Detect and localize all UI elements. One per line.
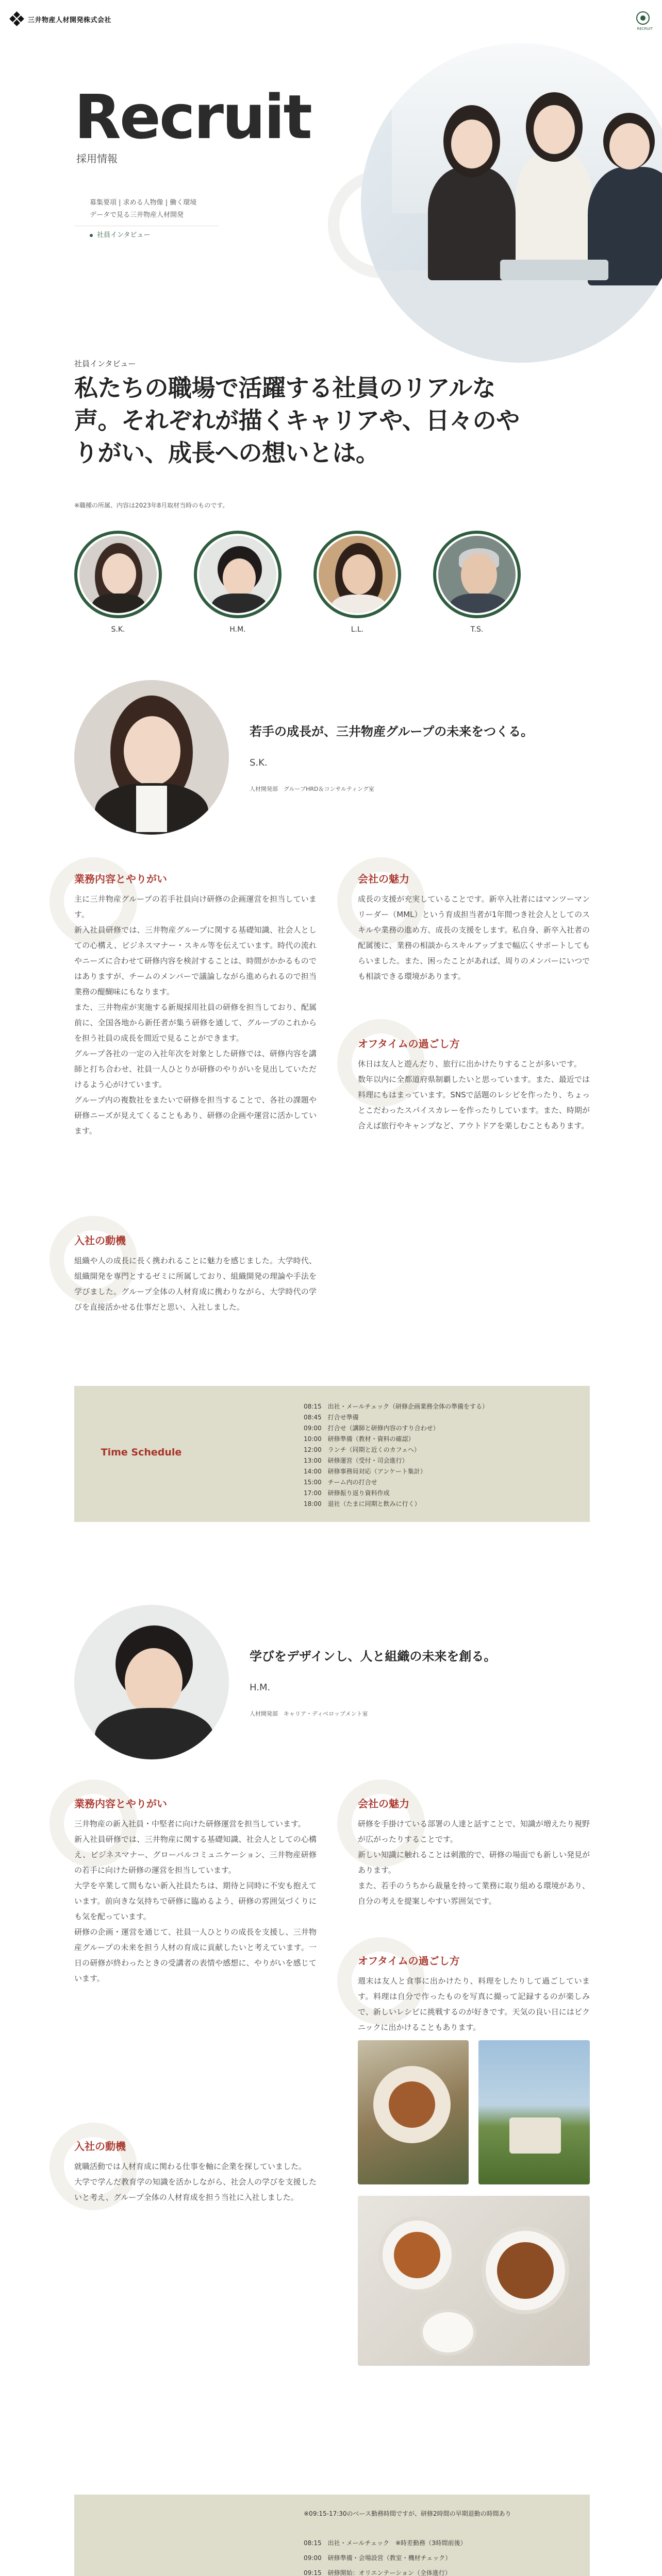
logo-mark-icon xyxy=(10,12,24,26)
local-nav xyxy=(90,197,234,242)
company-name: 三井物産人材開発株式会社 xyxy=(28,16,112,24)
schedule-item: 17:00 研修振り返り資料作成 xyxy=(304,1489,390,1497)
interviewee-thumb-hm[interactable] xyxy=(194,531,282,634)
recruit-emblem-icon[interactable] xyxy=(636,11,650,25)
interview-dept: 人材開発部 キャリア・ディベロップメント室 xyxy=(250,1710,368,1717)
section-body: 休日は友人と遊んだり、旅行に出かけたりすることが多いです。 数年以内に全都道府県制覇したいと思っています。また、最近では料理にもはまっています。SNSで話題のレシピを作ったり、ちょっとこだわったスパイスカレーを作ったりしています。また、時期が合えば旅行やキャンプなど、アウトドアを楽しむこともあります。 xyxy=(358,1059,590,1130)
interview-dept: 人材開発部 グループHRD＆コンサルティング室 xyxy=(250,786,374,792)
interviewee-thumb-ll[interactable] xyxy=(313,531,401,634)
hero-photo xyxy=(361,43,662,363)
section-body: 週末は友人と食事に出かけたり、料理をしたりして過ごしています。料理は自分で作ったものを写真に撮って記録するのが楽しみで、新しいレシピに挑戦するのが好きです。天気の良い日にはピクニックに出かけることもあります。 xyxy=(358,1976,590,2032)
interviewee-photo xyxy=(74,1605,229,1759)
picnic-photo xyxy=(478,2040,590,2184)
interview-initials: H.M. xyxy=(250,1682,271,1693)
interviewee-initials: S.K. xyxy=(111,625,125,634)
site-header xyxy=(0,0,662,43)
emblem-label: RECRUIT xyxy=(637,27,653,31)
section-body: 就職活動では人材育成に関わる仕事を軸に企業を探していました。 大学で学んだ教育学の知識を活かしながら、社会人の学びを支援したいと考え、グループ全体の人材育成を担う当社に入社しました。 xyxy=(74,2162,317,2202)
schedule-item: 09:00 打合せ（講師と研修内容のすり合わせ） xyxy=(304,1425,439,1432)
schedule-item: 08:15 出社・メールチェック（研修企画業務全体の準備をする） xyxy=(304,1403,488,1410)
schedule-item: 15:00 チーム内の打合せ xyxy=(304,1479,377,1486)
schedule-item: 18:00 退社（たまに同期と飲みに行く） xyxy=(304,1500,421,1507)
interviewee-initials: H.M. xyxy=(229,625,246,634)
schedule-item: 10:00 研修準備（教材・資料の確認） xyxy=(304,1435,415,1443)
schedule-item: 09:15 研修開始：オリエンテーション（全体進行） xyxy=(304,2569,451,2576)
section-heading: 業務内容とやりがい xyxy=(74,1798,167,1810)
section-heading: オフタイムの過ごし方 xyxy=(358,1955,460,1967)
section-heading: 会社の魅力 xyxy=(358,1798,409,1810)
schedule-list xyxy=(304,2536,467,2576)
section-body: 組織や人の成長に長く携われることに魅力を感じました。大学時代、組織開発を専門とするゼミに所属しており、組織開発の理論や手法を学びました。グループ全体の人材育成に携わりながら、大学時代の学びを直接活かせる仕事だと思い、入社しました。 xyxy=(74,1256,317,1312)
schedule-label: Time Schedule xyxy=(101,1447,182,1458)
interview-initials: S.K. xyxy=(250,757,268,768)
food-photo xyxy=(358,2040,469,2184)
interview-lead: 学びをデザインし、人と組織の未来を創る。 xyxy=(250,1649,496,1664)
time-schedule xyxy=(74,2495,590,2576)
nav-link-requirements[interactable]: 募集要項 | 求める人物像 | 働く環境 xyxy=(90,199,197,207)
section-body: 主に三井物産グループの若手社員向け研修の企画運営を担当しています。 新入社員研修では、三井物産グループに関する基礎知識、社会人としての心構え、ビジネスマナー・スキル等を伝えています。時代の流れやニーズに合わせて研修内容を検討することは、時間がかかるものではありますが、チームのメンバーで議論しながら進められるので担当業務の醍醐味にもなります。 また、三井物産が実施する新規採用社員の研修を担当しており、配属前に、全国各地から新任者が集う研修を通して、グループのこれからを担う社員の成長を間近で見ることができます。 グループ各社の一定の入社年次を対象とした研修では、研修内容を講師と打ち合わせ、社員一人ひとりが研修のやりがいを見出していただけるよう心がけています。 グループ内の複数社をまたいで研修を担当することで、各社の課題や研修ニーズが見えてくることもあり、研修の企画や運営に活かしています。 xyxy=(74,894,317,1136)
interviewee-initials: T.S. xyxy=(470,625,484,634)
section-headline: 私たちの職場で活躍する社員のリアルな声。それぞれが描くキャリアや、日々のやりがい、成長への想いとは。 xyxy=(74,374,520,467)
meal-photo xyxy=(358,2196,590,2366)
schedule-item: 12:00 ランチ（同期と近くのカフェへ） xyxy=(304,1446,420,1453)
page-title: Recruit xyxy=(74,81,311,152)
schedule-item: 08:45 打合せ準備 xyxy=(304,1414,359,1421)
nav-link-data[interactable]: データで見る三井物産人材開発 xyxy=(90,211,184,219)
interviewee-initials: L.L. xyxy=(351,625,364,634)
schedule-item: 09:00 研修準備・会場設営（教室・機材チェック） xyxy=(304,2554,452,2562)
section-body: 三井物産の新入社員・中堅者に向けた研修運営を担当しています。 新入社員研修では、三井物産に関する基礎知識、社会人としての心構え、ビジネスマナー、グローバルコミュニケーション、三井物産研修の若手に向けた研修の運営を担当しています。 大学を卒業して間もない新入社員たちは、期待と同時に不安も抱えています。前向きな気持ちで研修に臨めるよう、研修の雰囲気づくりにも気を配っています。 研修の企画・運営を通じて、社員一人ひとりの成長を支援し、三井物産グループの未来を担う人材の育成に貢献したいと考えています。一日の研修が終わったときの受講者の表情や感想に、やりがいを感じています。 xyxy=(74,1819,317,1983)
schedule-list xyxy=(304,1401,488,1510)
schedule-item: 14:00 研修事務局対応（アンケート集計） xyxy=(304,1468,426,1475)
avatar xyxy=(438,536,516,613)
section-body: 研修を手掛けている部署の人達と話すことで、知識が増えたり視野が広がったりすることです。 新しい知識に触れることは刺激的で、研修の場面でも新しい発見があります。 また、若手のうちから裁量を持って業務に取り組める環境があり、自分の考えを提案しやすい雰囲気です。 xyxy=(358,1819,590,1906)
schedule-preface: ※09:15-17:30のベース勤務時間ですが、研修2時間の早期退勤の時間あり xyxy=(304,2510,511,2517)
section-body: 成長の支援が充実していることです。新卒入社者にはマンツーマンリーダー（MML）という育成担当者が1年間つき社会人としてのスキルや業務の進め方、成長の支援をします。私自身、新卒入社者の配属後に、業務の相談からスキルアップまで幅広くサポートしてもらいました。また、困ったことがあれば、周りのメンバーにいつでも相談できる環境があります。 xyxy=(358,894,590,981)
company-logo[interactable] xyxy=(10,12,111,26)
interviewee-photo xyxy=(74,680,229,835)
section-heading: 入社の動機 xyxy=(74,1234,126,1247)
section-heading: 入社の動機 xyxy=(74,2140,126,2153)
schedule-item: 08:15 出社・メールチェック ※時差勤務（3時間前後） xyxy=(304,2539,467,2547)
avatar xyxy=(199,536,276,613)
avatar xyxy=(319,536,396,613)
section-heading: 業務内容とやりがい xyxy=(74,873,167,885)
avatar xyxy=(79,536,157,613)
interview-lead: 若手の成長が、三井物産グループの未来をつくる。 xyxy=(250,724,534,739)
section-heading: 会社の魅力 xyxy=(358,873,409,885)
section-note: ※職種の所属、内容は2023年8月取材当時のものです。 xyxy=(74,502,229,509)
section-heading: オフタイムの過ごし方 xyxy=(358,1038,460,1050)
nav-link-interview[interactable]: 社員インタビュー xyxy=(90,229,234,242)
page-subtitle: 採用情報 xyxy=(76,152,118,165)
schedule-item: 13:00 研修運営（受付・司会進行） xyxy=(304,1457,408,1464)
time-schedule xyxy=(74,1386,590,1522)
section-label: 社員インタビュー xyxy=(74,359,136,368)
interviewee-thumb-sk[interactable] xyxy=(74,531,162,634)
interviewee-thumb-ts[interactable] xyxy=(433,531,521,634)
